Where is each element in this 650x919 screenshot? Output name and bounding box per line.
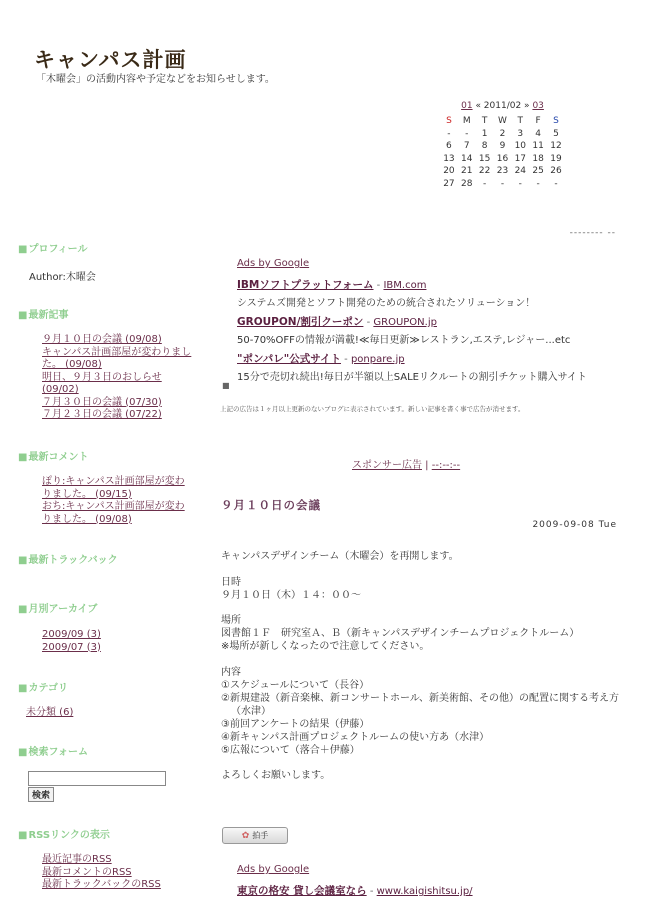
calendar-day: - <box>518 178 522 189</box>
calendar-day: 21 <box>461 166 473 177</box>
calendar-day: 16 <box>496 153 509 164</box>
weekday-thu: T <box>517 116 524 127</box>
weekday-wed: W <box>498 116 507 127</box>
calendar-day: 19 <box>550 153 562 164</box>
rss-link[interactable]: 最新トラックバックのRSS <box>42 879 161 890</box>
clap-button-label: 拍手 <box>252 831 269 840</box>
archive-link[interactable]: 2009/09 (3) <box>42 629 101 640</box>
calendar-day: 20 <box>443 166 455 177</box>
clap-icon: ✿ <box>241 830 250 841</box>
archive-link[interactable]: 2009/07 (3) <box>42 641 101 653</box>
calendar-day: - <box>465 128 469 139</box>
calendar-day: 3 <box>517 128 524 139</box>
ad-url-link[interactable]: IBM.com <box>383 280 427 291</box>
ad-separator: - <box>363 317 374 328</box>
post-intro: キャンパスデザインチーム（木曜会）を再開します。 <box>221 551 459 562</box>
ad-description: システムズ開発とソフト開発のための統合されたソリューション！ <box>237 298 536 309</box>
ad-description: 15分で売切れ続出!毎日が半額以上SALEリクルートの割引チケット購入サイト <box>237 372 587 383</box>
ad-title-link[interactable]: GROUPON/割引クーポン <box>237 316 364 328</box>
categories-list <box>26 707 176 720</box>
ad-item <box>237 314 607 346</box>
post-where-label: 場所 <box>221 615 241 626</box>
calendar-day: 22 <box>478 166 491 177</box>
header-divider-text: -------- -- <box>569 228 616 238</box>
search-button[interactable]: 検索 <box>28 787 54 802</box>
calendar-prev-link[interactable]: 01 <box>461 101 473 111</box>
calendar-day: - <box>536 178 540 189</box>
sponsor-line <box>352 456 460 471</box>
post-when: ９月１０日（木）１４：００〜 <box>221 589 361 601</box>
calendar-day: 8 <box>481 141 488 152</box>
calendar-day: - <box>447 128 451 139</box>
post-date: 2009-09-08 Tue <box>532 520 617 530</box>
ad-url-link[interactable]: GROUPON.jp <box>373 317 437 328</box>
calendar-day: 17 <box>514 153 527 164</box>
search-heading: ■ 検索フォーム <box>18 743 88 758</box>
post-where-note: ※場所が新しくなったので注意してください。 <box>221 641 430 652</box>
profile-heading: ■ プロフィール <box>18 240 87 255</box>
recent-post-link[interactable]: ７月３０日の会議 (07/30) <box>42 396 162 408</box>
rss-link[interactable]: 最近記事のRSS <box>42 854 112 865</box>
calendar-day: 7 <box>463 141 470 152</box>
recent-posts-heading: ■ 最新記事 <box>18 306 68 321</box>
calendar-day: - <box>500 178 505 189</box>
recent-post-link[interactable]: ９月１０日の会議 (09/08) <box>42 334 162 345</box>
calendar-next-link[interactable]: 03 <box>532 101 544 111</box>
ad-title-link[interactable]: "ポンパレ"公式サイト <box>237 353 341 365</box>
post-title[interactable]: ９月１０日の会議 <box>221 498 321 512</box>
search-input[interactable] <box>28 771 166 786</box>
calendar-day: 6 <box>446 141 452 152</box>
recent-comment-link[interactable]: おち:キャンパス計画部屋が変わりました。 (09/08) <box>42 501 185 525</box>
post-where: 図書館１Ｆ 研究室Ａ、Ｂ（新キャンパスデザインチームプロジェクトルーム） <box>221 628 580 639</box>
ad-title-link[interactable]: 東京の格安 貸し会議室なら <box>237 885 367 897</box>
ad-item <box>237 351 607 383</box>
site-title[interactable]: キャンパス計画 <box>34 48 187 72</box>
trackbacks-heading: ■ 最新トラックバック <box>18 551 118 566</box>
calendar-day: 11 <box>532 141 544 152</box>
weekday-tue: T <box>481 116 488 127</box>
calendar-day: 12 <box>550 141 562 152</box>
ad-separator: - <box>340 354 351 365</box>
ads-by-google-link[interactable]: Ads by Google <box>237 864 310 875</box>
calendar-day: 2 <box>499 128 506 139</box>
rss-heading: ■ RSSリンクの表示 <box>18 826 110 841</box>
calendar-day: 26 <box>550 166 562 177</box>
site-description: 「木曜会」の活動内容や予定などをお知らせします。 <box>36 74 275 85</box>
ad-marker-icon: ■ <box>222 381 230 390</box>
recent-post-link[interactable]: キャンパス計画部屋が変わりました。 (09/08) <box>42 346 192 370</box>
recent-comments-list <box>42 476 192 526</box>
sponsor-time-link[interactable]: --:--:-- <box>431 460 461 471</box>
calendar-day: 23 <box>496 166 509 177</box>
ad-url-link[interactable]: ponpare.jp <box>350 354 405 365</box>
ad-description: 50-70%OFFの情報が満載!≪毎日更新≫レストラン,エステ,レジャー...etc <box>237 335 571 346</box>
sponsor-separator: | <box>422 460 432 471</box>
ad-separator: - <box>366 886 377 897</box>
calendar-day: 9 <box>499 141 506 152</box>
recent-post-link[interactable]: ７月２３日の会議 (07/22) <box>42 409 162 420</box>
google-ads-top <box>237 258 607 388</box>
post-agenda-item: ②新規建設（新音楽棟、新コンサートホール、新美術館、その他）の配置に関する考え方 <box>221 692 619 704</box>
calendar-day: 27 <box>443 178 455 189</box>
calendar-current-month: « 2011/02 » <box>475 101 530 111</box>
rss-list <box>42 854 192 892</box>
calendar-day: 1 <box>481 128 488 139</box>
ad-notice: 上記の広告は１ヶ月以上更新のないブログに表示されています。新しい記事を書く事で広告が消せます。 <box>220 405 525 413</box>
weekday-fri: F <box>535 116 541 127</box>
ad-separator: - <box>373 280 384 291</box>
recent-comments-heading: ■ 最新コメント <box>18 448 88 463</box>
ad-url-link[interactable]: www.kaigishitsu.jp/ <box>376 886 473 897</box>
post-when-label: 日時 <box>221 576 241 588</box>
calendar-day: 5 <box>553 128 559 139</box>
calendar-day: 15 <box>478 153 491 164</box>
calendar-day: 13 <box>443 153 455 164</box>
weekday-mon: M <box>462 116 471 127</box>
calendar-day: 14 <box>461 153 473 164</box>
ad-title-link[interactable]: IBMソフトプラットフォーム <box>237 279 374 291</box>
post-closing: よろしくお願いします。 <box>221 770 331 781</box>
sponsor-ad-link[interactable]: スポンサー広告 <box>352 460 422 471</box>
calendar <box>440 101 565 190</box>
calendar-day: 18 <box>532 153 544 164</box>
post-content-label: 内容 <box>221 666 241 678</box>
calendar-day: 4 <box>535 128 541 139</box>
post-agenda-item: ③前回アンケートの結果（伊藤） <box>221 718 370 730</box>
weekday-sun: S <box>446 116 452 127</box>
calendar-day: 25 <box>532 166 544 177</box>
calendar-nav <box>440 101 565 111</box>
post-agenda-item: ④新キャンパス計画プロジェクトルームの使い方あ（水津） <box>221 731 490 743</box>
recent-posts-list <box>42 334 192 422</box>
calendar-grid <box>440 115 565 190</box>
calendar-day: 24 <box>514 166 527 177</box>
clap-button[interactable] <box>222 827 288 844</box>
post-body <box>221 550 621 795</box>
post-agenda-item: ⑤広報について（落合＋伊藤） <box>221 744 360 756</box>
google-ads-bottom <box>237 864 607 898</box>
post-agenda-item: ①スケジュールについて（長谷） <box>221 679 370 691</box>
recent-comment-link[interactable]: ぽり:キャンパス計画部屋が変わりました。 (09/15) <box>42 476 185 500</box>
ad-item <box>237 277 607 309</box>
archives-list <box>42 629 192 654</box>
calendar-day: 10 <box>514 141 527 152</box>
archives-heading: ■ 月別アーカイブ <box>18 600 97 615</box>
categories-heading: ■ カテゴリ <box>18 679 68 694</box>
category-link[interactable]: 未分類 (6) <box>26 707 74 718</box>
ads-by-google-link[interactable]: Ads by Google <box>237 258 310 269</box>
calendar-day: - <box>554 178 558 189</box>
rss-link[interactable]: 最新コメントのRSS <box>42 866 132 878</box>
weekday-sat: S <box>553 116 559 127</box>
calendar-day: - <box>482 178 487 189</box>
post-agenda-item: （水津） <box>231 705 271 717</box>
recent-post-link[interactable]: 明日、９月３日のおしらせ (09/02) <box>42 371 162 395</box>
calendar-day: 28 <box>461 178 473 189</box>
profile-author: Author:木曜会 <box>29 272 96 283</box>
